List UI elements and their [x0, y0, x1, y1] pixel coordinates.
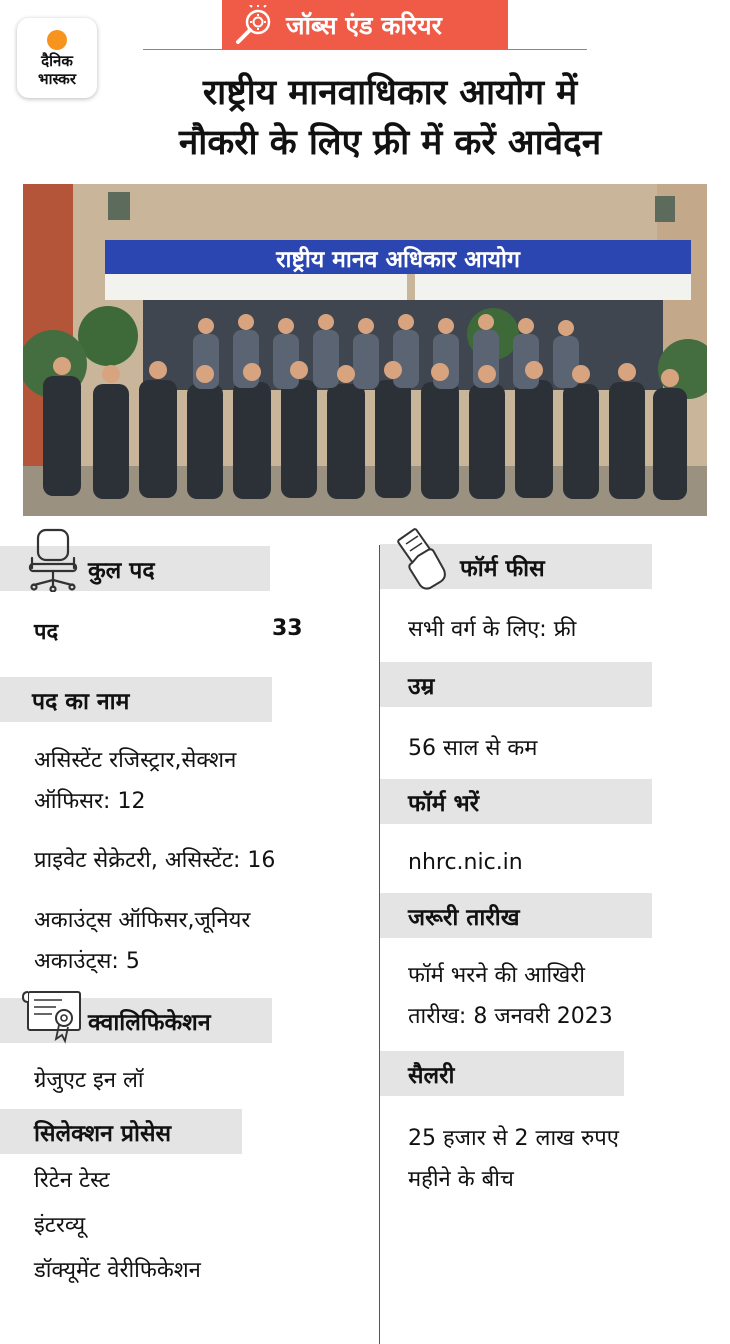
selection-list — [34, 1158, 201, 1293]
headline — [100, 68, 680, 168]
post-name-item-3 — [34, 900, 250, 982]
posts-label: पद — [34, 620, 59, 645]
magnifier-gear-icon — [232, 5, 278, 45]
section-age — [380, 662, 652, 707]
certificate-icon — [22, 988, 84, 1046]
salary-line-2: महीने के बीच — [408, 1167, 514, 1192]
post-name-item-1-line-2: ऑफिसर: 12 — [34, 789, 146, 814]
post-name-item-3-line-1: अकाउंट्स ऑफिसर,जूनियर — [34, 908, 251, 933]
selection-item: इंटरव्यू — [34, 1213, 86, 1238]
dates-line-1: फॉर्म भरने की आखिरी — [408, 963, 585, 988]
apply-heading: फॉर्म भरें — [408, 790, 480, 817]
post-name-item-1-line-1: असिस्टेंट रजिस्ट्रार,सेक्शन — [34, 748, 237, 773]
post-name-item-2 — [34, 840, 275, 881]
building-sign: राष्ट्रीय मानव अधिकार आयोग — [276, 247, 520, 273]
apply-link[interactable]: nhrc.nic.in — [408, 850, 523, 875]
brand-line-1: दैनिक — [41, 52, 73, 70]
dates-line-2: तारीख: 8 जनवरी 2023 — [408, 1004, 613, 1029]
category-label: जॉब्स एंड करियर — [286, 10, 442, 40]
total-posts-heading: कुल पद — [88, 557, 155, 584]
dates-heading: जरूरी तारीख — [408, 904, 520, 931]
sun-icon — [47, 30, 67, 50]
office-chair-icon — [26, 528, 80, 592]
salary-heading: सैलरी — [408, 1062, 455, 1089]
section-post-names — [0, 677, 272, 722]
section-selection — [0, 1109, 242, 1154]
salary-line-1: 25 हजार से 2 लाख रुपए — [408, 1126, 619, 1151]
qualification-heading: क्वालिफिकेशन — [88, 1009, 211, 1036]
post-name-item-2-line-1: प्राइवेट सेक्रेटरी, असिस्टेंट: 16 — [34, 848, 276, 873]
group-photo — [23, 184, 707, 516]
section-dates — [380, 893, 652, 938]
posts-count: 33 — [272, 616, 303, 641]
form-fee-heading: फॉर्म फीस — [460, 555, 545, 582]
header-rule — [143, 49, 587, 50]
selection-heading: सिलेक्शन प्रोसेस — [34, 1120, 172, 1147]
section-salary — [380, 1051, 624, 1096]
post-name-item-1 — [34, 740, 236, 822]
form-fee-value: सभी वर्ग के लिए: फ्री — [408, 617, 577, 642]
selection-item: डॉक्यूमेंट वेरीफिकेशन — [34, 1258, 201, 1283]
selection-item: रिटेन टेस्ट — [34, 1168, 110, 1193]
qualification-value: ग्रेजुएट इन लॉ — [34, 1068, 144, 1093]
brand-line-2: भास्कर — [38, 70, 76, 88]
section-apply — [380, 779, 652, 824]
category-badge — [222, 0, 508, 49]
dates-value — [408, 955, 613, 1037]
brand-logo — [17, 18, 97, 98]
age-value: 56 साल से कम — [408, 736, 538, 761]
post-names-heading: पद का नाम — [32, 688, 130, 715]
headline-line-2: नौकरी के लिए फ्री में करें आवेदन — [178, 123, 602, 163]
headline-line-1: राष्ट्रीय मानवाधिकार आयोग में — [202, 73, 578, 113]
post-name-item-3-line-2: अकाउंट्स: 5 — [34, 949, 140, 974]
hand-card-icon — [396, 526, 452, 590]
salary-value — [408, 1118, 619, 1200]
age-heading: उम्र — [408, 673, 435, 700]
